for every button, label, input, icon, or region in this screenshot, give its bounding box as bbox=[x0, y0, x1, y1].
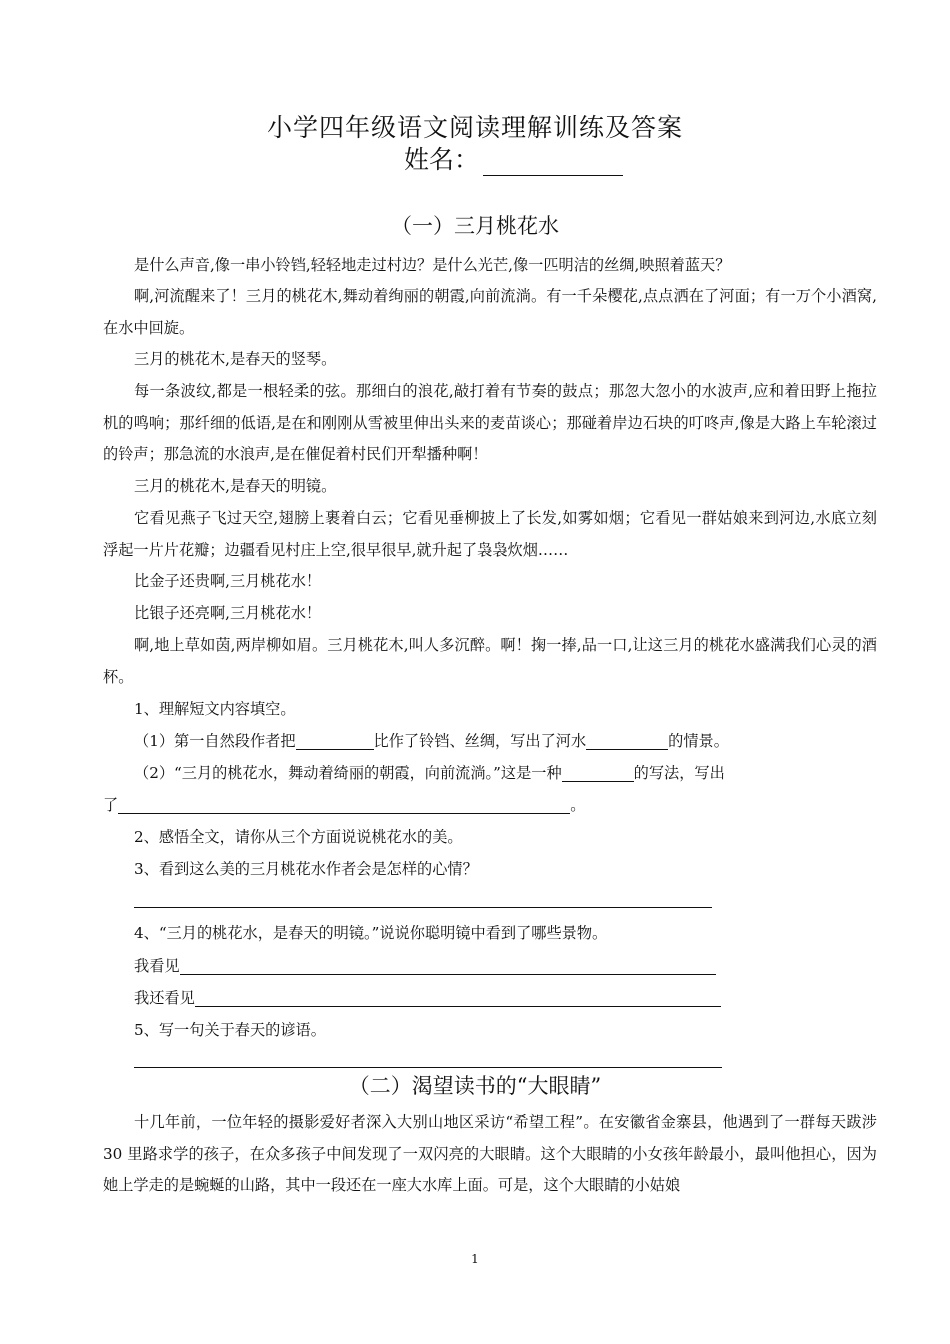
paragraph: 三月的桃花木,是春天的明镜。 bbox=[134, 477, 337, 495]
question-text: 。 bbox=[570, 796, 586, 814]
question-text: 我看见 bbox=[134, 957, 180, 975]
paragraph: 比金子还贵啊,三月桃花水！ bbox=[134, 572, 322, 590]
answer-blank[interactable] bbox=[562, 763, 634, 782]
paragraph: 啊,河流醒来了！三月的桃花木,舞动着绚丽的朝霞,向前流淌。有一千朵樱花,点点洒在了河面；有一万个小酒窝,在水中回旋。 bbox=[103, 287, 877, 337]
page-title: 小学四年级语文阅读理解训练及答案 bbox=[266, 113, 683, 142]
answer-line[interactable] bbox=[134, 907, 712, 908]
name-blank bbox=[483, 153, 623, 176]
name-label: 姓名： bbox=[404, 145, 480, 174]
question-1-2 bbox=[103, 758, 877, 790]
question-5: 5、写一句关于春天的谚语。 bbox=[134, 1021, 326, 1039]
page-number: 1 bbox=[471, 1252, 479, 1266]
paragraph: 是什么声音,像一串小铃铛,轻轻地走过村边？是什么光芒,像一匹明洁的丝绸,映照着蓝天？ bbox=[134, 256, 731, 274]
section2-heading: （二）渴望读书的“大眼睛” bbox=[348, 1074, 602, 1098]
paragraph: 每一条波纹,都是一根轻柔的弦。那细白的浪花,敲打着有节奏的鼓点；那忽大忽小的水波声,应和着田野上拖拉机的鸣响；那纤细的低语,是在和刚刚从雪被里伸出头来的麦苗谈心；那碰着岸边石块的叮咚声,像是大路上车轮滚过的铃声；那急流的水浪声,是在催促着村民们开犁播种啊！ bbox=[103, 382, 877, 463]
paragraph: 啊,地上草如茵,两岸柳如眉。三月桃花木,叫人多沉醉。啊！掬一捧,品一口,让这三月的桃花水盛满我们心灵的酒杯。 bbox=[103, 636, 877, 686]
question-text: 的情景。 bbox=[668, 732, 729, 750]
question-text: 我还看见 bbox=[134, 989, 195, 1007]
name-field bbox=[404, 140, 623, 176]
answer-blank[interactable] bbox=[195, 988, 721, 1007]
question-text: （2）“三月的桃花水，舞动着绮丽的朝霞，向前流淌。”这是一种 bbox=[134, 764, 562, 782]
answer-blank[interactable] bbox=[180, 956, 716, 975]
question-1-2-continued bbox=[103, 790, 877, 822]
paragraph: 十几年前，一位年轻的摄影爱好者深入大别山地区采访“希望工程”。在安徽省金寨县，他遇到了一群每天跋涉 30 里路求学的孩子，在众多孩子中间发现了一双闪亮的大眼睛。这个大眼睛的小女孩年龄最小，最叫他担心，因为她上学走的是蜿蜒的山路，其中一段还在一座大水库上面。可是，这个大眼睛的小姑娘 bbox=[103, 1113, 877, 1194]
question-text: （1）第一自然段作者把 bbox=[134, 732, 296, 750]
paragraph: 比银子还亮啊,三月桃花水！ bbox=[134, 604, 322, 622]
question-4-a bbox=[103, 951, 877, 983]
answer-blank[interactable] bbox=[586, 731, 668, 750]
question-1-1 bbox=[103, 726, 877, 758]
question-1: 1、理解短文内容填空。 bbox=[134, 700, 296, 718]
question-2: 2、感悟全文，请你从三个方面说说桃花水的美。 bbox=[134, 828, 463, 846]
question-text: 的写法，写出 bbox=[633, 764, 725, 782]
section1-heading: （一）三月桃花水 bbox=[391, 214, 559, 238]
answer-blank[interactable] bbox=[296, 731, 374, 750]
answer-line[interactable] bbox=[134, 1067, 722, 1068]
paragraph: 它看见燕子飞过天空,翅膀上裹着白云；它看见垂柳披上了长发,如雾如烟；它看见一群姑娘来到河边,水底立刻浮起一片片花瓣；边疆看见村庄上空,很早很早,就升起了袅袅炊烟…… bbox=[103, 509, 877, 559]
question-4: 4、“三月的桃花水，是春天的明镜。”说说你聪明镜中看到了哪些景物。 bbox=[134, 924, 608, 942]
question-4-b bbox=[103, 983, 877, 1015]
question-text: 了 bbox=[103, 796, 119, 814]
answer-blank[interactable] bbox=[118, 795, 570, 814]
paragraph: 三月的桃花木,是春天的竖琴。 bbox=[134, 350, 337, 368]
question-3: 3、看到这么美的三月桃花水作者会是怎样的心情？ bbox=[134, 860, 478, 878]
question-text: 比作了铃铛、丝绸，写出了河水 bbox=[373, 732, 587, 750]
